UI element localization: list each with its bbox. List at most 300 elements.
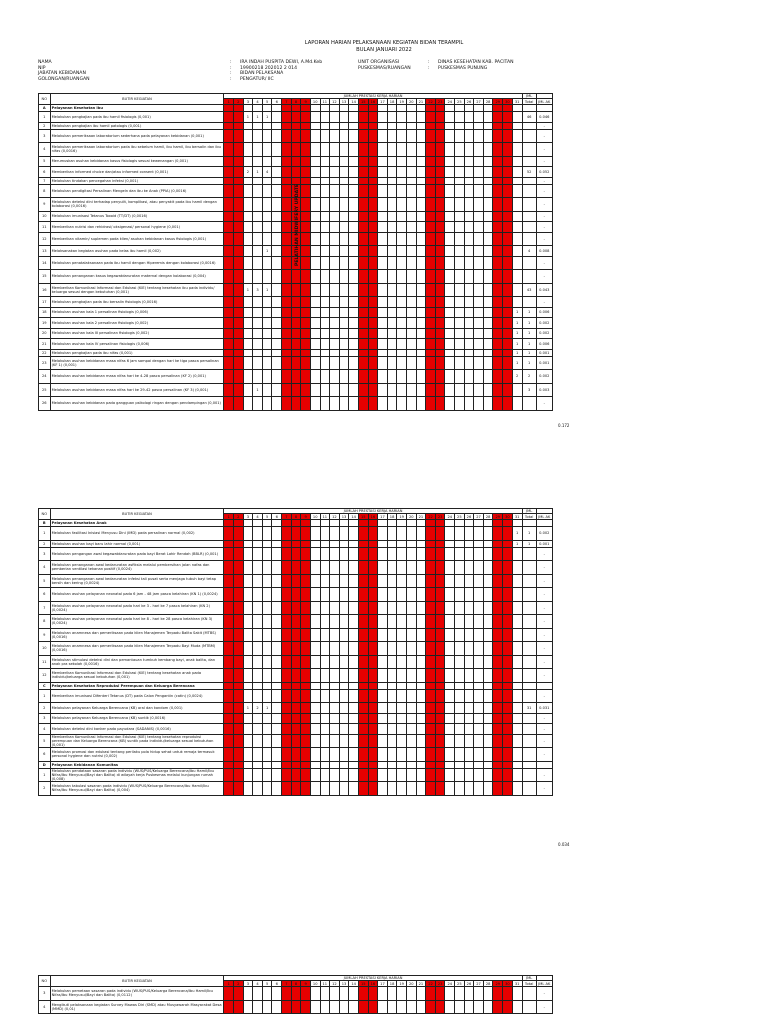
section-title: Pelayanan Kesehatan Reproduksi Perempuan dan Keluarga Berencana bbox=[50, 682, 224, 689]
day-cell bbox=[272, 987, 282, 1001]
row-activity: Melakukan pemetaan sasaran pada individu (WUS/PUS/Keluarga Berencana/Ibu Hamil/Ibu Nifas/Ibu Menyusui/Bayi dan Balita) (0,0112) bbox=[50, 987, 224, 1001]
day-header: 26 bbox=[464, 981, 474, 987]
section-letter: D bbox=[39, 761, 51, 768]
row-activity: Melaksanakan kegiatan asuhan pada kelas ibu hamil (0,002) bbox=[50, 246, 224, 257]
row-activity: Melakukan asuhan kala III persalinan fisiologis (0,002) bbox=[50, 328, 224, 339]
ak-cell: 0.001 bbox=[536, 540, 552, 547]
row-activity: Merumuskan asuhan kebidanan kasus fisiologis sesuai kewenangan (0,001) bbox=[50, 156, 224, 167]
row-number: 1 bbox=[39, 527, 51, 541]
table-row bbox=[39, 1000, 553, 1014]
day-cell bbox=[301, 1000, 311, 1014]
day-header: 29 bbox=[493, 99, 503, 105]
row-number: 24 bbox=[39, 370, 51, 384]
info-field-value: PUSKESMAS PUNUNG bbox=[438, 65, 488, 71]
section-title: Pelayanan Kesehatan Ibu bbox=[50, 105, 224, 112]
header-jumlah: JUMLAH PRESTASI KERJA HARIAN bbox=[224, 94, 522, 99]
header-jml: JML bbox=[522, 509, 536, 514]
header-jumlah: JUMLAH PRESTASI KERJA HARIAN bbox=[224, 509, 522, 514]
row-activity: Melakukan pengkajian pada ibu bersalin fisiologis (0,0016) bbox=[50, 297, 224, 308]
row-number: 3 bbox=[39, 129, 51, 143]
day-cell: 1 bbox=[512, 339, 522, 350]
ak-cell: - bbox=[536, 232, 552, 246]
info-field-colon: : bbox=[230, 76, 232, 82]
row-activity: Melakukan pengkajian pada ibu hamil fisiologis (0,001) bbox=[50, 112, 224, 123]
total-cell: 3 bbox=[522, 383, 536, 397]
day-cell bbox=[397, 987, 407, 1001]
row-activity: Melakukan imunisasi Tetanus Toxoid (TT/DT) (0,0016) bbox=[50, 211, 224, 222]
day-header: 3 bbox=[243, 99, 253, 105]
table-row bbox=[39, 987, 553, 1001]
row-number: 11 bbox=[39, 655, 51, 669]
row-number: 7 bbox=[39, 177, 51, 184]
day-header: 17 bbox=[378, 99, 388, 105]
row-number: 1 bbox=[39, 689, 51, 703]
day-header: 18 bbox=[387, 981, 397, 987]
day-cell bbox=[339, 987, 349, 1001]
day-header: 30 bbox=[503, 514, 513, 520]
day-cell bbox=[378, 1000, 388, 1014]
row-number: 6 bbox=[39, 167, 51, 178]
day-header: 19 bbox=[397, 514, 407, 520]
info-field-value: IRA INDAH PUSPITA DEWI, A.Md.Keb bbox=[240, 60, 323, 65]
row-number: 12 bbox=[39, 669, 51, 683]
row-activity: Melakukan pendataan sasaran pada individu (WUS/PUS/Keluarga Berencana/Ibu Hamil/Ibu Nifas/Ibu Menyusui/Bayi dan Balita) di wilayah kerja Puskesmas melalui kunjungan rumah (0,008) bbox=[50, 768, 224, 782]
total-cell: 1 bbox=[522, 328, 536, 339]
day-cell bbox=[272, 1000, 282, 1014]
ak-cell: - bbox=[536, 156, 552, 167]
ak-cell: 0.006 bbox=[536, 339, 552, 350]
day-cell bbox=[387, 1000, 397, 1014]
ak-cell: - bbox=[536, 270, 552, 284]
subtotal-ak-lain: 0.034 bbox=[558, 842, 570, 847]
ak-cell: - bbox=[536, 987, 552, 1001]
day-header: 5 bbox=[262, 981, 272, 987]
day-header: 31 bbox=[512, 514, 522, 520]
row-number: 16 bbox=[39, 283, 51, 297]
day-cell bbox=[387, 987, 397, 1001]
ak-cell: 0.008 bbox=[536, 246, 552, 257]
ak-cell: - bbox=[536, 397, 552, 411]
day-header: 7 bbox=[282, 99, 292, 105]
day-header: 9 bbox=[301, 99, 311, 105]
day-cell: 1 bbox=[253, 383, 263, 397]
ak-cell: - bbox=[536, 177, 552, 184]
day-header: 25 bbox=[455, 514, 465, 520]
ak-cell: 0.006 bbox=[536, 307, 552, 318]
day-cell bbox=[349, 987, 359, 1001]
row-activity: Melakukan tindakan pencegahan infeksi (0,001) bbox=[50, 177, 224, 184]
row-number: 5 bbox=[39, 574, 51, 588]
day-cell: 1 bbox=[512, 540, 522, 547]
row-number: 8 bbox=[39, 184, 51, 198]
row-activity: Melakukan penatalaksanaan pada ibu hamil dengan Hiperemis dengan kolaborasi (0,0016) bbox=[50, 256, 224, 270]
day-cell bbox=[483, 987, 493, 1001]
row-number: 23 bbox=[39, 356, 51, 370]
info-field-value: 19900218 202012 2 014 bbox=[240, 65, 297, 71]
day-header: 14 bbox=[349, 981, 359, 987]
day-cell bbox=[455, 1000, 465, 1014]
day-cell bbox=[320, 1000, 330, 1014]
day-header: 24 bbox=[445, 514, 455, 520]
day-header: 18 bbox=[387, 99, 397, 105]
day-header: 21 bbox=[416, 99, 426, 105]
day-cell: 2 bbox=[512, 370, 522, 384]
day-cell: 1 bbox=[262, 703, 272, 714]
header-total: Total bbox=[522, 99, 536, 105]
day-cell bbox=[253, 1000, 263, 1014]
day-cell bbox=[310, 1000, 320, 1014]
day-header: 6 bbox=[272, 514, 282, 520]
day-header: 23 bbox=[435, 514, 445, 520]
day-cell bbox=[445, 1000, 455, 1014]
day-header: 14 bbox=[349, 99, 359, 105]
header-butir: BUTIR KEGIATAN bbox=[50, 94, 224, 105]
day-header: 11 bbox=[320, 514, 330, 520]
total-cell: 31 bbox=[522, 703, 536, 714]
row-number: 1 bbox=[39, 768, 51, 782]
day-cell: 1 bbox=[512, 349, 522, 356]
ak-cell: - bbox=[536, 184, 552, 198]
day-cell bbox=[435, 1000, 445, 1014]
total-cell bbox=[522, 1000, 536, 1014]
row-number: 12 bbox=[39, 232, 51, 246]
row-number: 6 bbox=[39, 588, 51, 602]
day-header: 16 bbox=[368, 981, 378, 987]
row-activity: Melakukan pengangan awal kegawatdaruratan pada bayi Berat Lahir Rendah (BBLR) (0,001) bbox=[50, 547, 224, 561]
info-field-label: NAMA bbox=[38, 60, 52, 65]
day-header: 17 bbox=[378, 514, 388, 520]
row-number: 3 bbox=[39, 713, 51, 724]
day-header: 28 bbox=[483, 981, 493, 987]
day-header: 5 bbox=[262, 99, 272, 105]
ak-cell: - bbox=[536, 689, 552, 703]
day-cell bbox=[243, 987, 253, 1001]
ak-cell: - bbox=[536, 198, 552, 212]
row-number: 13 bbox=[39, 246, 51, 257]
day-header: 4 bbox=[253, 514, 263, 520]
day-header: 8 bbox=[291, 514, 301, 520]
row-number: 5 bbox=[39, 156, 51, 167]
ak-cell: - bbox=[536, 588, 552, 602]
info-field-value: PENGATUR/ IIC bbox=[240, 76, 274, 82]
row-number: 22 bbox=[39, 349, 51, 356]
day-cell: 1 bbox=[243, 112, 253, 123]
row-activity: Melakukan anamnesa dan pemeriksaan pada klien Manajemen Terpadu Balita Sakit (MTBS) (0,0016) bbox=[50, 628, 224, 642]
ak-cell: - bbox=[536, 642, 552, 656]
total-cell: 1 bbox=[522, 356, 536, 370]
day-header: 30 bbox=[503, 981, 513, 987]
row-activity: Melakukan asuhan kebidanan pada gangguan psikologi ringan dengan pendampingan (0,001) bbox=[50, 397, 224, 411]
total-cell: 4 bbox=[522, 246, 536, 257]
day-header: 12 bbox=[330, 99, 340, 105]
report-title-line2: BULAN JANUARI 2022 bbox=[356, 47, 412, 53]
row-activity: Memberikan Komunikasi Informasi dan Edukasi (KIE) tentang kesehatan reproduksi perempuan dan Keluarga Berencana (KB) suntik pada individu/keluarga sesuai kebutuhan (0,001) bbox=[50, 734, 224, 748]
ak-cell: 0.002 bbox=[536, 318, 552, 329]
day-cell bbox=[493, 987, 503, 1001]
ak-cell: - bbox=[536, 768, 552, 782]
info-field-label: NIP bbox=[38, 65, 46, 71]
header-total: Total bbox=[522, 981, 536, 987]
row-activity: Melakukan asuhan kebidanan masa nifas hari ke 29-42 pasca persalinan (KF 3) (0,001) bbox=[50, 383, 224, 397]
day-header: 29 bbox=[493, 514, 503, 520]
day-header: 15 bbox=[358, 514, 368, 520]
day-cell bbox=[368, 1000, 378, 1014]
row-activity: Melakukan pengkajian ibu hamil patologis (0,001) bbox=[50, 122, 224, 129]
row-number: 6 bbox=[39, 748, 51, 762]
day-header: 30 bbox=[503, 99, 513, 105]
day-header: 8 bbox=[291, 99, 301, 105]
row-activity: Melakukan pemeriksaan laboratorium pada ibu sebelum hamil, ibu hamil, ibu bersalin dan ibu nifas (0,0016) bbox=[50, 143, 224, 157]
row-number: 10 bbox=[39, 642, 51, 656]
ak-cell: - bbox=[536, 122, 552, 129]
ak-cell: - bbox=[536, 669, 552, 683]
day-header: 2 bbox=[234, 514, 244, 520]
row-activity: Memberikan imunisasi Difenteri Tetanus (DT) pada Calon Pengantin (catin) (0,0024) bbox=[50, 689, 224, 703]
day-header: 22 bbox=[426, 514, 436, 520]
info-field-label: JABATAN KEBIDANAN bbox=[38, 71, 86, 77]
row-activity: Melakukan promosi dan edukasi tentang perilaku pola hidup sehat untuk remaja termasuk personal hygiene dan nutrisi (0,002) bbox=[50, 748, 224, 762]
day-header: 26 bbox=[464, 99, 474, 105]
ak-cell: - bbox=[536, 782, 552, 796]
row-number: 14 bbox=[39, 256, 51, 270]
day-header: 2 bbox=[234, 981, 244, 987]
row-number: 25 bbox=[39, 383, 51, 397]
day-header: 20 bbox=[406, 514, 416, 520]
total-cell: 1 bbox=[522, 349, 536, 356]
row-activity: Mengikuti pelaksanaan kegiatan Survey Mawas Diri (SMD) atau Musyawarah Masyarakat Desa (MMD) (0,01) bbox=[50, 1000, 224, 1014]
info-field-colon: : bbox=[230, 71, 232, 77]
day-header: 9 bbox=[301, 514, 311, 520]
day-header: 6 bbox=[272, 981, 282, 987]
day-cell: 1 bbox=[262, 283, 272, 297]
day-cell bbox=[474, 1000, 484, 1014]
row-activity: Melakukan pelayanan Keluarga Berencana (KB) oral dan kondom (0,001) bbox=[50, 703, 224, 714]
row-activity: Memberikan vitamin/ suplemen pada klien/ asuhan kebidanan kasus fisiologis (0,001) bbox=[50, 232, 224, 246]
day-cell bbox=[310, 987, 320, 1001]
section-title: Pelayanan Kesehatan Anak bbox=[50, 520, 224, 527]
row-number: 9 bbox=[39, 628, 51, 642]
ak-cell: - bbox=[536, 547, 552, 561]
day-header: 16 bbox=[368, 514, 378, 520]
day-cell bbox=[406, 1000, 416, 1014]
row-activity: Melakukan pelayanan Keluarga Berencana (KB) suntik (0,0016) bbox=[50, 713, 224, 724]
ak-cell: 0.031 bbox=[536, 703, 552, 714]
row-number: 15 bbox=[39, 270, 51, 284]
day-cell bbox=[224, 987, 234, 1001]
info-field-value: BIDAN PELAKSANA bbox=[240, 71, 284, 77]
info-field-label: UNIT ORGANISASI bbox=[358, 60, 400, 65]
row-activity: Melakukan stimulasi deteksi dini dan pemantauan tumbuh kembang bayi, anak balita, dan anak pra sekolah (0,0016) bbox=[50, 655, 224, 669]
row-activity: Memberikan nutrisi dan rehidrasi/ oksigenasi/ personal hygiene (0,001) bbox=[50, 222, 224, 233]
ak-cell: 0.046 bbox=[536, 112, 552, 123]
header-jml-ak: JML AK bbox=[536, 99, 552, 105]
day-header: 25 bbox=[455, 981, 465, 987]
row-activity: Melakukan deteksi dini kanker pada payudara (SADANIS) (0,0016) bbox=[50, 724, 224, 735]
row-activity: Melakukan tabulasi sasaran pada individu (WUS/PUS/Keluarga Berencana/Ibu Hamil/Ibu Nifas/Ibu Menyusui/Bayi dan Balita) (0,004) bbox=[50, 782, 224, 796]
header-jml-ak: JML AK bbox=[536, 514, 552, 520]
row-number: 8 bbox=[39, 615, 51, 629]
day-cell bbox=[512, 987, 522, 1001]
day-cell: 1 bbox=[243, 283, 253, 297]
day-cell bbox=[406, 987, 416, 1001]
total-cell: 46 bbox=[522, 112, 536, 123]
row-activity: Memberikan Komunikasi Informasi dan Edukasi (KIE) tentang kesehatan anak pada individu/keluarga sesuai kebutuhan (0,001) bbox=[50, 669, 224, 683]
row-number: 11 bbox=[39, 222, 51, 233]
day-header: 27 bbox=[474, 99, 484, 105]
day-cell: 2 bbox=[243, 167, 253, 178]
row-number: 26 bbox=[39, 397, 51, 411]
day-header: 10 bbox=[310, 99, 320, 105]
day-cell bbox=[282, 1000, 292, 1014]
day-header: 22 bbox=[426, 99, 436, 105]
row-activity: Melakukan asuhan kala 2 persalinan fisiologis (0,002) bbox=[50, 318, 224, 329]
day-header: 3 bbox=[243, 514, 253, 520]
ak-cell: - bbox=[536, 211, 552, 222]
day-header: 19 bbox=[397, 981, 407, 987]
day-header: 1 bbox=[224, 981, 234, 987]
day-cell bbox=[358, 987, 368, 1001]
total-cell bbox=[522, 987, 536, 1001]
day-cell bbox=[291, 1000, 301, 1014]
day-cell: 1 bbox=[253, 167, 263, 178]
day-cell: 1 bbox=[512, 318, 522, 329]
row-number: 4 bbox=[39, 1000, 51, 1014]
ak-cell: - bbox=[536, 601, 552, 615]
day-header: 27 bbox=[474, 981, 484, 987]
day-cell bbox=[474, 987, 484, 1001]
day-header: 5 bbox=[262, 514, 272, 520]
day-cell bbox=[234, 987, 244, 1001]
ak-cell: - bbox=[536, 222, 552, 233]
row-activity: Melakukan penanganan awal kedaruratan infeksi tali pusat serta menjaga tubuh bayi tetap bersih dan kering (0,0024) bbox=[50, 574, 224, 588]
row-activity: Melakukan pemeriksaan laboratorium sederhana pada pelayanan kebidanan (0,001) bbox=[50, 129, 224, 143]
ak-cell: - bbox=[536, 724, 552, 735]
day-cell bbox=[464, 1000, 474, 1014]
ak-cell: - bbox=[536, 297, 552, 308]
total-cell: 52 bbox=[522, 167, 536, 178]
day-cell bbox=[455, 987, 465, 1001]
row-activity: Melakukan asuhan pelayanan neonatal pada 6 jam - 48 jam pasca kelahiran (KN 1) (0,0024) bbox=[50, 588, 224, 602]
row-number: 9 bbox=[39, 198, 51, 212]
header-total: Total bbox=[522, 514, 536, 520]
ak-cell: 0.002 bbox=[536, 328, 552, 339]
info-field-colon: : bbox=[428, 60, 430, 65]
row-number: 2 bbox=[39, 703, 51, 714]
day-cell bbox=[397, 1000, 407, 1014]
day-header: 7 bbox=[282, 981, 292, 987]
day-cell bbox=[426, 987, 436, 1001]
row-number: 3 bbox=[39, 547, 51, 561]
total-cell: 2 bbox=[522, 370, 536, 384]
day-cell bbox=[262, 987, 272, 1001]
row-number: 2 bbox=[39, 122, 51, 129]
day-header: 19 bbox=[397, 99, 407, 105]
day-header: 27 bbox=[474, 514, 484, 520]
day-header: 24 bbox=[445, 981, 455, 987]
activity-table-lanjutan bbox=[38, 975, 553, 1014]
row-activity: Memberikan informed choice dan/atau informed consent (0,001) bbox=[50, 167, 224, 178]
day-header: 13 bbox=[339, 981, 349, 987]
day-cell bbox=[301, 987, 311, 1001]
row-activity: Melakukan pengkajian pada ibu nifas (0,001) bbox=[50, 349, 224, 356]
day-cell: 1 bbox=[512, 328, 522, 339]
training-note: PELATIHAN MIDWIFERY UPDATE bbox=[295, 183, 300, 266]
row-number: 21 bbox=[39, 339, 51, 350]
day-header: 13 bbox=[339, 514, 349, 520]
day-cell bbox=[512, 1000, 522, 1014]
header-jml: JML bbox=[522, 976, 536, 981]
day-cell: 1 bbox=[512, 356, 522, 370]
day-header: 13 bbox=[339, 99, 349, 105]
section-letter: A bbox=[39, 105, 51, 112]
section-title: Pelayanan Kebidanan Komunitas bbox=[50, 761, 224, 768]
total-cell: 1 bbox=[522, 540, 536, 547]
day-header: 31 bbox=[512, 981, 522, 987]
row-number: 4 bbox=[39, 143, 51, 157]
day-header: 23 bbox=[435, 981, 445, 987]
day-header: 28 bbox=[483, 99, 493, 105]
day-header: 21 bbox=[416, 981, 426, 987]
row-activity: Melakukan pendigitasi Persalinan Mengeln dan ibu ke Anak (PPIA) (0,0016) bbox=[50, 184, 224, 198]
ak-cell: - bbox=[536, 1000, 552, 1014]
total-cell: 1 bbox=[522, 318, 536, 329]
day-cell bbox=[234, 1000, 244, 1014]
row-activity: Melakukan deteksi dini terhadap penyulit, komplikasi, atau penyakit pada ibu hamil dengan kolaborasi (0,0016) bbox=[50, 198, 224, 212]
day-cell: 1 bbox=[243, 703, 253, 714]
day-cell bbox=[224, 1000, 234, 1014]
day-header: 29 bbox=[493, 981, 503, 987]
day-header: 31 bbox=[512, 99, 522, 105]
ak-cell: 0.001 bbox=[536, 349, 552, 356]
header-no: NO bbox=[39, 509, 51, 520]
day-cell bbox=[416, 1000, 426, 1014]
day-cell bbox=[243, 1000, 253, 1014]
day-cell: 3 bbox=[253, 283, 263, 297]
header-jml-ak: JML AK bbox=[536, 981, 552, 987]
day-cell bbox=[493, 1000, 503, 1014]
day-header: 16 bbox=[368, 99, 378, 105]
day-cell bbox=[349, 1000, 359, 1014]
row-activity: Melakukan anamnesa dan pemeriksaan pada klien Manajemen Terpadu Bayi Muda (MTBM) (0,0016) bbox=[50, 642, 224, 656]
day-header: 23 bbox=[435, 99, 445, 105]
row-activity: Melakukan asuhan kala IV persalinan fisiologis (0,006) bbox=[50, 339, 224, 350]
day-cell bbox=[483, 1000, 493, 1014]
day-header: 15 bbox=[358, 99, 368, 105]
day-header: 9 bbox=[301, 981, 311, 987]
row-activity: Melakukan penanganan kasus kegawatdaruratan maternal dengan kolaborasi (0,004) bbox=[50, 270, 224, 284]
total-cell: 1 bbox=[522, 527, 536, 541]
day-cell: 1 bbox=[512, 307, 522, 318]
ak-cell: 0.043 bbox=[536, 283, 552, 297]
report-title-line1: LAPORAN HARIAN PELAKSANAAN KEGIATAN BIDAN TERAMPIL bbox=[304, 40, 464, 46]
day-cell bbox=[358, 1000, 368, 1014]
info-field-value: DINAS KESEHATAN KAB. PACITAN bbox=[438, 60, 514, 65]
day-header: 20 bbox=[406, 981, 416, 987]
ak-cell: - bbox=[536, 748, 552, 762]
section-letter: C bbox=[39, 682, 51, 689]
row-number: 20 bbox=[39, 328, 51, 339]
day-header: 7 bbox=[282, 514, 292, 520]
ak-cell: 0.052 bbox=[536, 167, 552, 178]
day-cell: 1 bbox=[253, 112, 263, 123]
day-cell bbox=[339, 1000, 349, 1014]
day-cell: 2 bbox=[253, 703, 263, 714]
row-activity: Melakukan fasilitasi Inisiasi Menyusu Dini (IMD) pada persalinan normal (0,002) bbox=[50, 527, 224, 541]
row-activity: Melakukan asuhan pelayanan neonatal pada hari ke 3 - hari ke 7 pasca kelahiran (KN 2) (0,0024) bbox=[50, 601, 224, 615]
ak-cell: - bbox=[536, 574, 552, 588]
header-butir: BUTIR KEGIATAN bbox=[50, 509, 224, 520]
day-header: 4 bbox=[253, 981, 263, 987]
